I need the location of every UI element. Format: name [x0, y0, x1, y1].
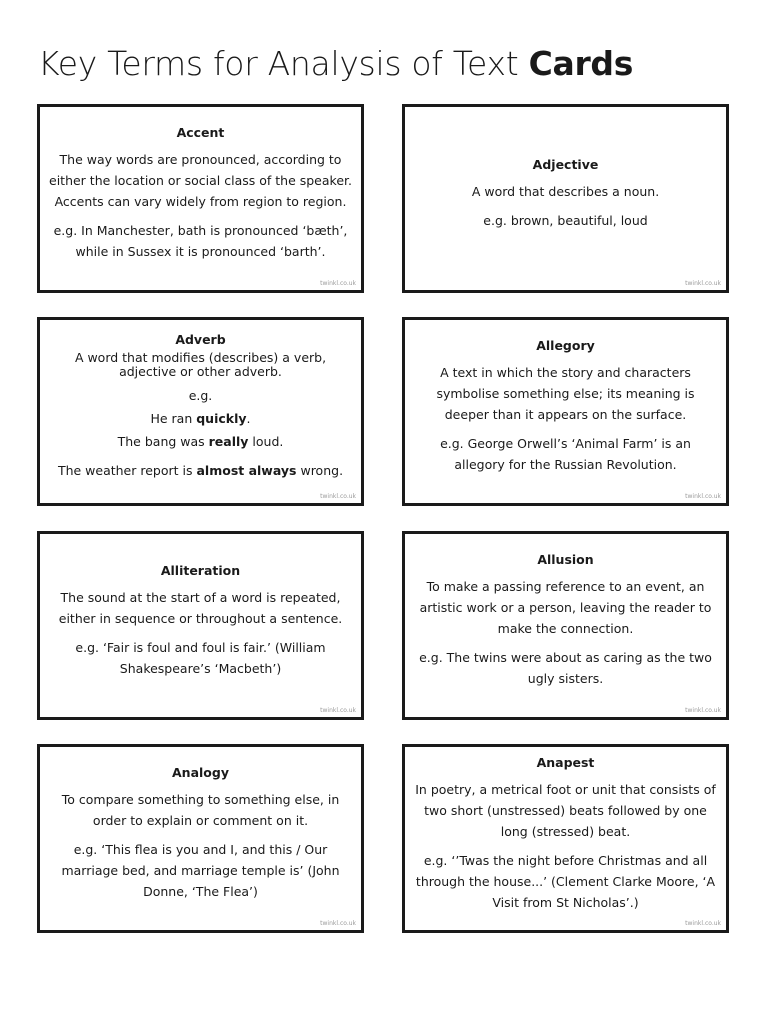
card-analogy — [37, 744, 364, 933]
card-example-sentence — [118, 431, 284, 452]
example-emphasis: almost always — [196, 463, 297, 478]
card-definition: A word that describes a noun. — [471, 183, 660, 199]
card-term: Analogy — [172, 765, 229, 780]
card-content — [40, 107, 361, 280]
example-text: wrong. — [296, 463, 344, 478]
example-text: The weather report is — [57, 463, 197, 478]
card-term: Anapest — [536, 754, 595, 770]
card-accent — [37, 104, 364, 293]
card-example: e.g. In Manchester, bath is pronounced ‘bæth’, while in Sussex it is pronounced ‘barth’. — [53, 223, 348, 259]
card-term: Allusion — [537, 552, 594, 567]
card-example-sentence — [150, 408, 250, 429]
card-example: e.g. brown, beautiful, loud — [483, 212, 648, 228]
brand-watermark: twinkl.co.uk — [320, 707, 356, 714]
card-example: e.g. The twins were about as caring as the two ugly sisters. — [419, 650, 712, 686]
card-alliteration — [37, 531, 364, 720]
card-allegory — [402, 317, 729, 506]
brand-watermark: twinkl.co.uk — [685, 280, 721, 287]
page-title-light: Key Terms for Analysis of Text — [38, 44, 519, 83]
card-content — [405, 107, 726, 280]
card-definition: The way words are pronounced, according to either the location or social class of the speaker. Accents can vary widely from region to region. — [49, 152, 352, 209]
card-content — [40, 320, 361, 493]
card-definition: In poetry, a metrical foot or unit that consists of two short (unstressed) beats followed by one long (stressed) beat. — [415, 781, 716, 839]
card-term: Adjective — [532, 156, 599, 172]
card-term: Allegory — [536, 338, 595, 353]
card-adjective — [402, 104, 729, 293]
card-allusion — [402, 531, 729, 720]
card-definition: To compare something to something else, in order to explain or comment on it. — [61, 792, 340, 828]
example-text: . — [246, 411, 251, 426]
card-content — [40, 534, 361, 707]
brand-watermark: twinkl.co.uk — [685, 493, 721, 500]
card-adverb — [37, 317, 364, 506]
card-definition: A word that modifies (describes) a verb, adjective or other adverb. — [74, 350, 327, 379]
card-content — [40, 747, 361, 920]
card-example: e.g. George Orwell’s ‘Animal Farm’ is an allegory for the Russian Revolution. — [440, 436, 691, 472]
card-term: Alliteration — [160, 562, 241, 578]
brand-watermark: twinkl.co.uk — [320, 493, 356, 500]
brand-watermark: twinkl.co.uk — [685, 920, 721, 927]
card-anapest — [402, 744, 729, 933]
card-example-sentence — [58, 460, 343, 481]
example-emphasis: quickly — [196, 411, 247, 426]
brand-watermark: twinkl.co.uk — [685, 707, 721, 714]
example-text: loud. — [248, 434, 284, 449]
card-content — [405, 320, 726, 493]
card-definition: To make a passing reference to an event, an artistic work or a person, leaving the reader to make the connection. — [419, 579, 712, 636]
page-title — [38, 44, 633, 83]
brand-watermark: twinkl.co.uk — [320, 920, 356, 927]
card-definition: A text in which the story and characters symbolise something else; its meaning is deeper than it appears on the surface. — [436, 365, 695, 422]
card-example-label: e.g. — [188, 388, 213, 403]
page-title-bold: Cards — [528, 44, 634, 83]
card-term: Accent — [176, 125, 225, 140]
brand-watermark: twinkl.co.uk — [320, 280, 356, 287]
card-term: Adverb — [175, 332, 226, 347]
card-content — [405, 534, 726, 707]
card-content — [405, 747, 726, 920]
example-text: He ran — [150, 411, 197, 426]
card-example: e.g. ‘Fair is foul and foul is fair.’ (William Shakespeare’s ‘Macbeth’) — [75, 639, 326, 676]
example-emphasis: really — [208, 434, 249, 449]
card-example: e.g. ‘’Twas the night before Christmas and all through the house...’ (Clement Clarke Moore, ‘A Visit from St Nicholas’.) — [415, 852, 716, 910]
card-example: e.g. ‘This flea is you and I, and this / Our marriage bed, and marriage temple is’ (John Donne, ‘The Flea’) — [61, 842, 340, 899]
card-definition: The sound at the start of a word is repeated, either in sequence or throughout a sentence. — [58, 589, 343, 626]
example-text: The bang was — [117, 434, 209, 449]
